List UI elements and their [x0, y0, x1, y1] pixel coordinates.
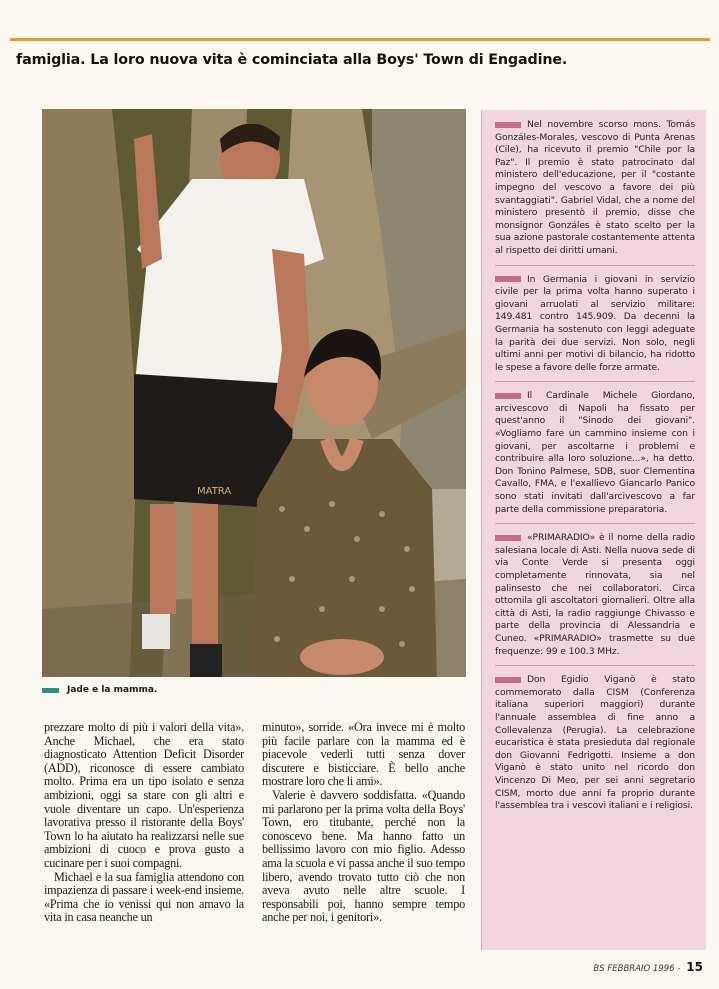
article-column-middle: [262, 721, 465, 925]
news-item: [495, 390, 695, 524]
news-marker: [495, 393, 521, 399]
header-rule: [10, 38, 710, 41]
news-item: [495, 674, 695, 820]
caption-marker: [42, 688, 59, 693]
article-column-left: [44, 721, 244, 925]
photo-illustration: [42, 109, 466, 677]
caption-text: Jade e la mamma.: [67, 685, 158, 695]
article-paragraph: Valerie è davvero soddisfatta. «Quando mi parlarono per la prima volta della Boys' Town, ero titubante, perché non la conoscevo bene. Ma hanno fatto un bellissimo lavoro con mio figlio. Adesso ama la scuola e vi passa anche il suo tempo libero, avendo trovato tutto ciò che non aveva avuto nelle altre scuole. I responsabili poi, hanno sempre tempo anche per noi, i genitori».: [262, 787, 465, 925]
headline: famiglia. La loro nuova vita è cominciata alla Boys' Town di Engadine.: [16, 52, 568, 68]
news-item: [495, 532, 695, 666]
photo-caption: [42, 683, 157, 697]
news-marker: [495, 677, 521, 683]
photo-jade-and-mother: [42, 109, 466, 677]
issue-label: BS FEBBRAIO 1996 -: [593, 964, 681, 974]
news-item: [495, 274, 695, 383]
article-paragraph: Michael e la sua famiglia attendono con impazienza di passare i week-end insieme. «Prima che io venissi qui non amavo la vita in casa neanche un: [44, 869, 244, 925]
news-text: Don Egidio Viganò è stato commemorato dalla CISM (Conferenza italiana superiori maggiori) durante l'annuale assemblea di fine anno a Collevalenza (Perugia). La celebrazione eucaristica è stata presieduta dal regionale don Giovanni Fedrigotti. Insieme a don Viganò è stato unito nel ricordo don Vincenzo Di Meo, per sei anni segretario CISM, morto due anni fa proprio durante l'assemblea tra i vescovi italiani e i religiosi.: [495, 674, 695, 812]
article-paragraph: minuto», sorride. «Ora invece mi è molto più facile parlare con la mamma ed è piacevole vederli tutti senza dover discutere e bisticciare. È bello anche mostrare loro che li ami».: [262, 720, 465, 789]
news-item: [495, 119, 695, 266]
page-footer: [593, 960, 703, 974]
page-number: 15: [686, 960, 703, 974]
news-text: «PRIMARADIO» è il nome della radio salesiana locale di Asti. Nella nuova sede di via Conte Verde si presenta oggi completamente rinnovata, sia nel palinsesto che nei collaboratori. Circa ottomila gli ascoltatori giornalieri. Oltre alla città di Asti, la radio raggiunge Chivasso e parte della provincia di Alessandria e Cuneo. «PRIMARADIO» trasmette su due frequenze: 99 e 100.3 MHz.: [495, 532, 695, 657]
news-text: Il Cardinale Michele Giordano, arcivescovo di Napoli ha fissato per quest'anno il "Sinodo dei giovani". «Vogliamo fare un cammino insieme con i giovani, per ascoltarne i problemi e contribuire alla loro soluzione...», ha detto. Don Tonino Palmese, SDB, suor Clementina Cavallo, FMA, e l'exallievo Giancarlo Panico sono stati invitati dall'arcivescovo a far parte della commissione preparatoria.: [495, 390, 695, 515]
news-text: In Germania i giovani in servizio civile per la prima volta hanno superato i giovani arruolati al servizio militare: 149.481 contro 145.909. Da decenni la Germania ha sostenuto con leggi adeguate la parità dei due servizi. Non solo, negli ultimi anni per motivi di bilancio, ha ridotto le spese a favore delle forze armate.: [495, 273, 695, 373]
news-sidebar: [481, 110, 706, 950]
news-marker: [495, 122, 521, 128]
article-paragraph: prezzare molto di più i valori della vita». Anche Michael, che era stato diagnosticato Attention Deficit Disorder (ADD), riconosce di essere cambiato molto. Prima era un tipo isolato e senza ambizioni, oggi sa stare con gli altri e vuole diventare un capo. Un'esperienza lavorativa presso il ristorante della Boys' Town lo ha aiutato ha realizzarsi nelle sue ambizioni di cuoco e prova gusto a cucinare per i suoi compagni.: [44, 720, 244, 870]
news-marker: [495, 535, 521, 541]
news-marker: [495, 276, 521, 282]
shirt-print-text: MATRA: [197, 486, 232, 497]
news-text: Nel novembre scorso mons. Tomás Gonzáles-Morales, vescovo di Punta Arenas (Cile), ha ricevuto il premio "Chile por la Paz". Il premio è stato patrocinato dal ministero dell'educazione, per il "costante impegno del vescovo a favore dei più svantaggiati". Gabriel Vidal, che a nome del ministero presentò il premio, disse che monsignor Gonzáles è stato scelto per la sua azione pastorale costantemente attenta al rispetto dei diritti umani.: [495, 119, 695, 256]
